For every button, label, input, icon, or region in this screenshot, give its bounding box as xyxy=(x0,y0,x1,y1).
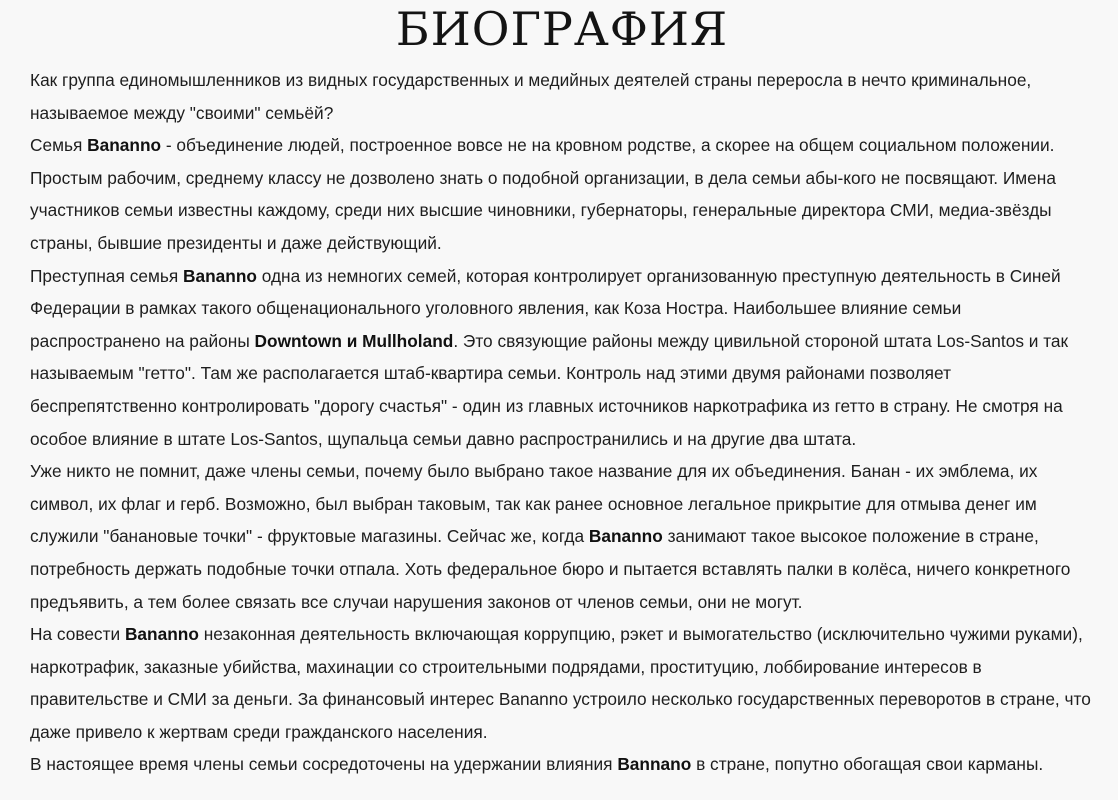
text-run: В настоящее время члены семьи сосредоточены на удержании влияния xyxy=(30,754,618,775)
text-run: Семья xyxy=(30,135,88,156)
page-title: БИОГРАФИЯ xyxy=(395,2,729,56)
paragraph xyxy=(30,64,1094,129)
text-run: незаконная деятельность включающая коррупцию, рэкет и вымогательство (исключительно чужими руками), наркотрафик, заказные убийства, махинации со строительными подрядами, проституцию, лоббирование интересов в правительстве и СМИ за деньги. За финансовый интерес Bananno устроило несколько государственных переворотов в стране, что даже привело к жертвам среди гражданского населения. xyxy=(30,624,1091,742)
biography-text xyxy=(30,64,1094,781)
text-run: Уже никто не помнит, даже члены семьи, почему было выбрано такое название для их объединения. Банан - их эмблема, их символ, их флаг и герб. Возможно, был выбран таковым, так как ранее основное легальное прикрытие для отмыва денег им служили "банановые точки" - фруктовые магазины. Сейчас же, когда xyxy=(30,461,1038,547)
paragraph xyxy=(30,260,1094,456)
text-run: в стране, попутно обогащая свои карманы. xyxy=(691,754,1044,775)
paragraph xyxy=(30,129,1094,259)
text-run: Преступная семья xyxy=(30,265,183,286)
paragraph xyxy=(30,618,1094,748)
bold-term: Bananno xyxy=(588,526,663,547)
text-run: занимают такое высокое положение в стране, потребность держать подобные точки отпала. Хоть федеральное бюро и пытается вставлять палки в колёса, ничего конкретного предъявить, а тем более связать все случаи нарушения законов от членов семьи, они не могут. xyxy=(30,526,1071,612)
text-run: . Это связующие районы между цивильной стороной штата Los-Santos и так называемым "гетто". Там же располагается штаб-квартира семьи. Контроль над этими двумя районами позволяет беспрепятственно контролировать "дорогу счастья" - один из главных источников наркотрафика из гетто в страну. Не смотря на особое влияние в штате Los-Santos, щупальца семьи давно распространились и на другие два штата. xyxy=(30,330,1069,449)
text-run: одна из немногих семей, которая контролирует организованную преступную деятельность в Синей Федерации в рамках такого общенационального уголовного явления, как Коза Ностра. Наибольшее влияние семьи распространено на районы xyxy=(30,265,1061,351)
paragraph xyxy=(30,455,1094,618)
text-run: На совести xyxy=(30,624,125,645)
bold-term: Bannano xyxy=(617,754,692,775)
bold-term: Bananno xyxy=(87,135,162,156)
text-run: Как группа единомышленников из видных государственных и медийных деятелей страны переросла в нечто криминальное, называемое между "своими" семьёй? xyxy=(30,70,1032,123)
text-run: - объединение людей, построенное вовсе не на кровном родстве, а скорее на общем социальном положении. Простым рабочим, среднему классу не дозволено знать о подобной организации, в дела семьи абы-кого не посвящают. Имена участников семьи известны каждому, среди них высшие чиновники, губернаторы, генеральные директора СМИ, медиа-звёзды страны, бывшие президенты и даже действующий. xyxy=(30,135,1056,253)
paragraph xyxy=(30,748,1094,781)
bold-term: Bananno xyxy=(124,624,199,645)
bold-term: Bananno xyxy=(183,265,257,286)
bold-term: Downtown и Mullholand xyxy=(254,330,454,351)
